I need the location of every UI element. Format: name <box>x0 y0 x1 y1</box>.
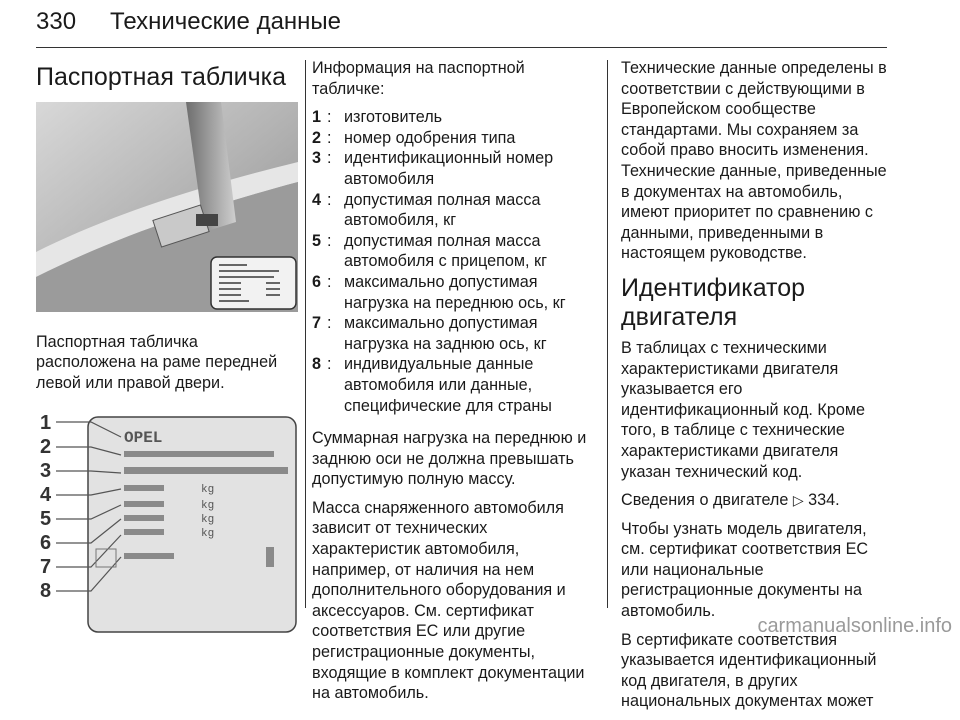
column-divider-2 <box>607 60 608 608</box>
photo-caption: Паспортная табличка расположена на раме передней левой или правой двери. <box>36 332 278 392</box>
unit-label-7: kg <box>201 528 215 541</box>
tech-data-paragraph: Технические данные определены в соответствии с действующими в Европейском сообществе стандартами. Мы сохраняем за собой право вносить изменения. Технические данные, приведенные в документах на автомобиль, имеют приоритет по сравнению с данными, приведенными в настоящем руководстве. <box>621 59 887 263</box>
column-divider-1 <box>305 60 306 608</box>
list-item: 3 : идентификационный номер автомобиля <box>312 149 554 188</box>
engine-model-paragraph: Чтобы узнать модель двигателя, см. сертификат соответствия ЕС или национальные регистрационные документы на автомобиль. <box>621 519 869 621</box>
list-item: 1 : изготовитель <box>312 108 443 127</box>
callout-1: 1 <box>40 412 52 435</box>
watermark: carmanualsonline.info <box>757 615 952 637</box>
engine-info-reference: Сведения о двигателе ▷ 334. <box>621 491 840 510</box>
list-item: 6 : максимально допустимая нагрузка на переднюю ось, кг <box>312 272 566 312</box>
callout-6: 6 <box>40 532 52 555</box>
axle-load-paragraph: Суммарная нагрузка на переднюю и заднюю оси не должна превышать допустимую полную массу. <box>312 429 587 489</box>
list-item: 2 : номер одобрения типа <box>312 128 516 147</box>
engine-code-paragraph: В таблицах с техническими характеристиками двигателя указывается его идентификационный код. Кроме того, в таблице с технические характеристиками двигателя указан технический код. <box>621 338 865 481</box>
column-middle <box>312 58 592 712</box>
list-item: 8 : индивидуальные данные автомобиля или данные, специфические для страны <box>312 355 552 415</box>
section-heading-plate: Паспортная табличка <box>36 63 287 91</box>
reference-link[interactable]: 334. <box>808 491 840 510</box>
plate-brand: OPEL <box>124 429 163 448</box>
unit-label-6: kg <box>201 514 215 527</box>
curb-weight-paragraph: Масса снаряженного автомобиля зависит от технических характеристик автомобиля, например, от наличия на нем дополнительного оборудования и аксессуаров. См. сертификат соответствия ЕС или другие регистрационные документы, входящие в комплект документации на автомобиль. <box>312 498 585 703</box>
header-rule <box>36 47 887 48</box>
callout-2: 2 <box>40 436 52 459</box>
unit-label-5: kg <box>201 500 215 513</box>
callout-7: 7 <box>40 556 52 579</box>
chapter-title: Технические данные <box>110 8 342 35</box>
page-number: 330 <box>36 8 77 35</box>
callout-3: 3 <box>40 460 52 483</box>
plate-outline <box>88 417 296 632</box>
list-item: 5 : допустимая полная масса автомобиля с прицепом, кг <box>312 231 548 271</box>
section-heading-engine-id: Идентификатор двигателя <box>621 273 806 331</box>
plate-info-intro: Информация на паспортной табличке: <box>312 59 525 98</box>
column-left <box>36 58 298 643</box>
list-item: 4 : допустимая полная масса автомобиля, кг <box>312 190 541 230</box>
callout-8: 8 <box>40 580 52 603</box>
door-frame-photo <box>36 102 298 312</box>
identification-plate-figure <box>36 407 298 637</box>
callout-5: 5 <box>40 508 52 531</box>
unit-label-4: kg <box>201 484 215 497</box>
page-header <box>36 6 886 46</box>
certificate-paragraph: В сертификате соответствия указывается идентификационный код двигателя, в других национальных документах может <box>621 630 877 711</box>
callout-4: 4 <box>40 484 52 507</box>
reference-arrow-icon: ▷ <box>792 492 804 509</box>
list-item: 7 : максимально допустимая нагрузка на заднюю ось, кг <box>312 314 547 353</box>
plate-items-list <box>312 107 592 416</box>
